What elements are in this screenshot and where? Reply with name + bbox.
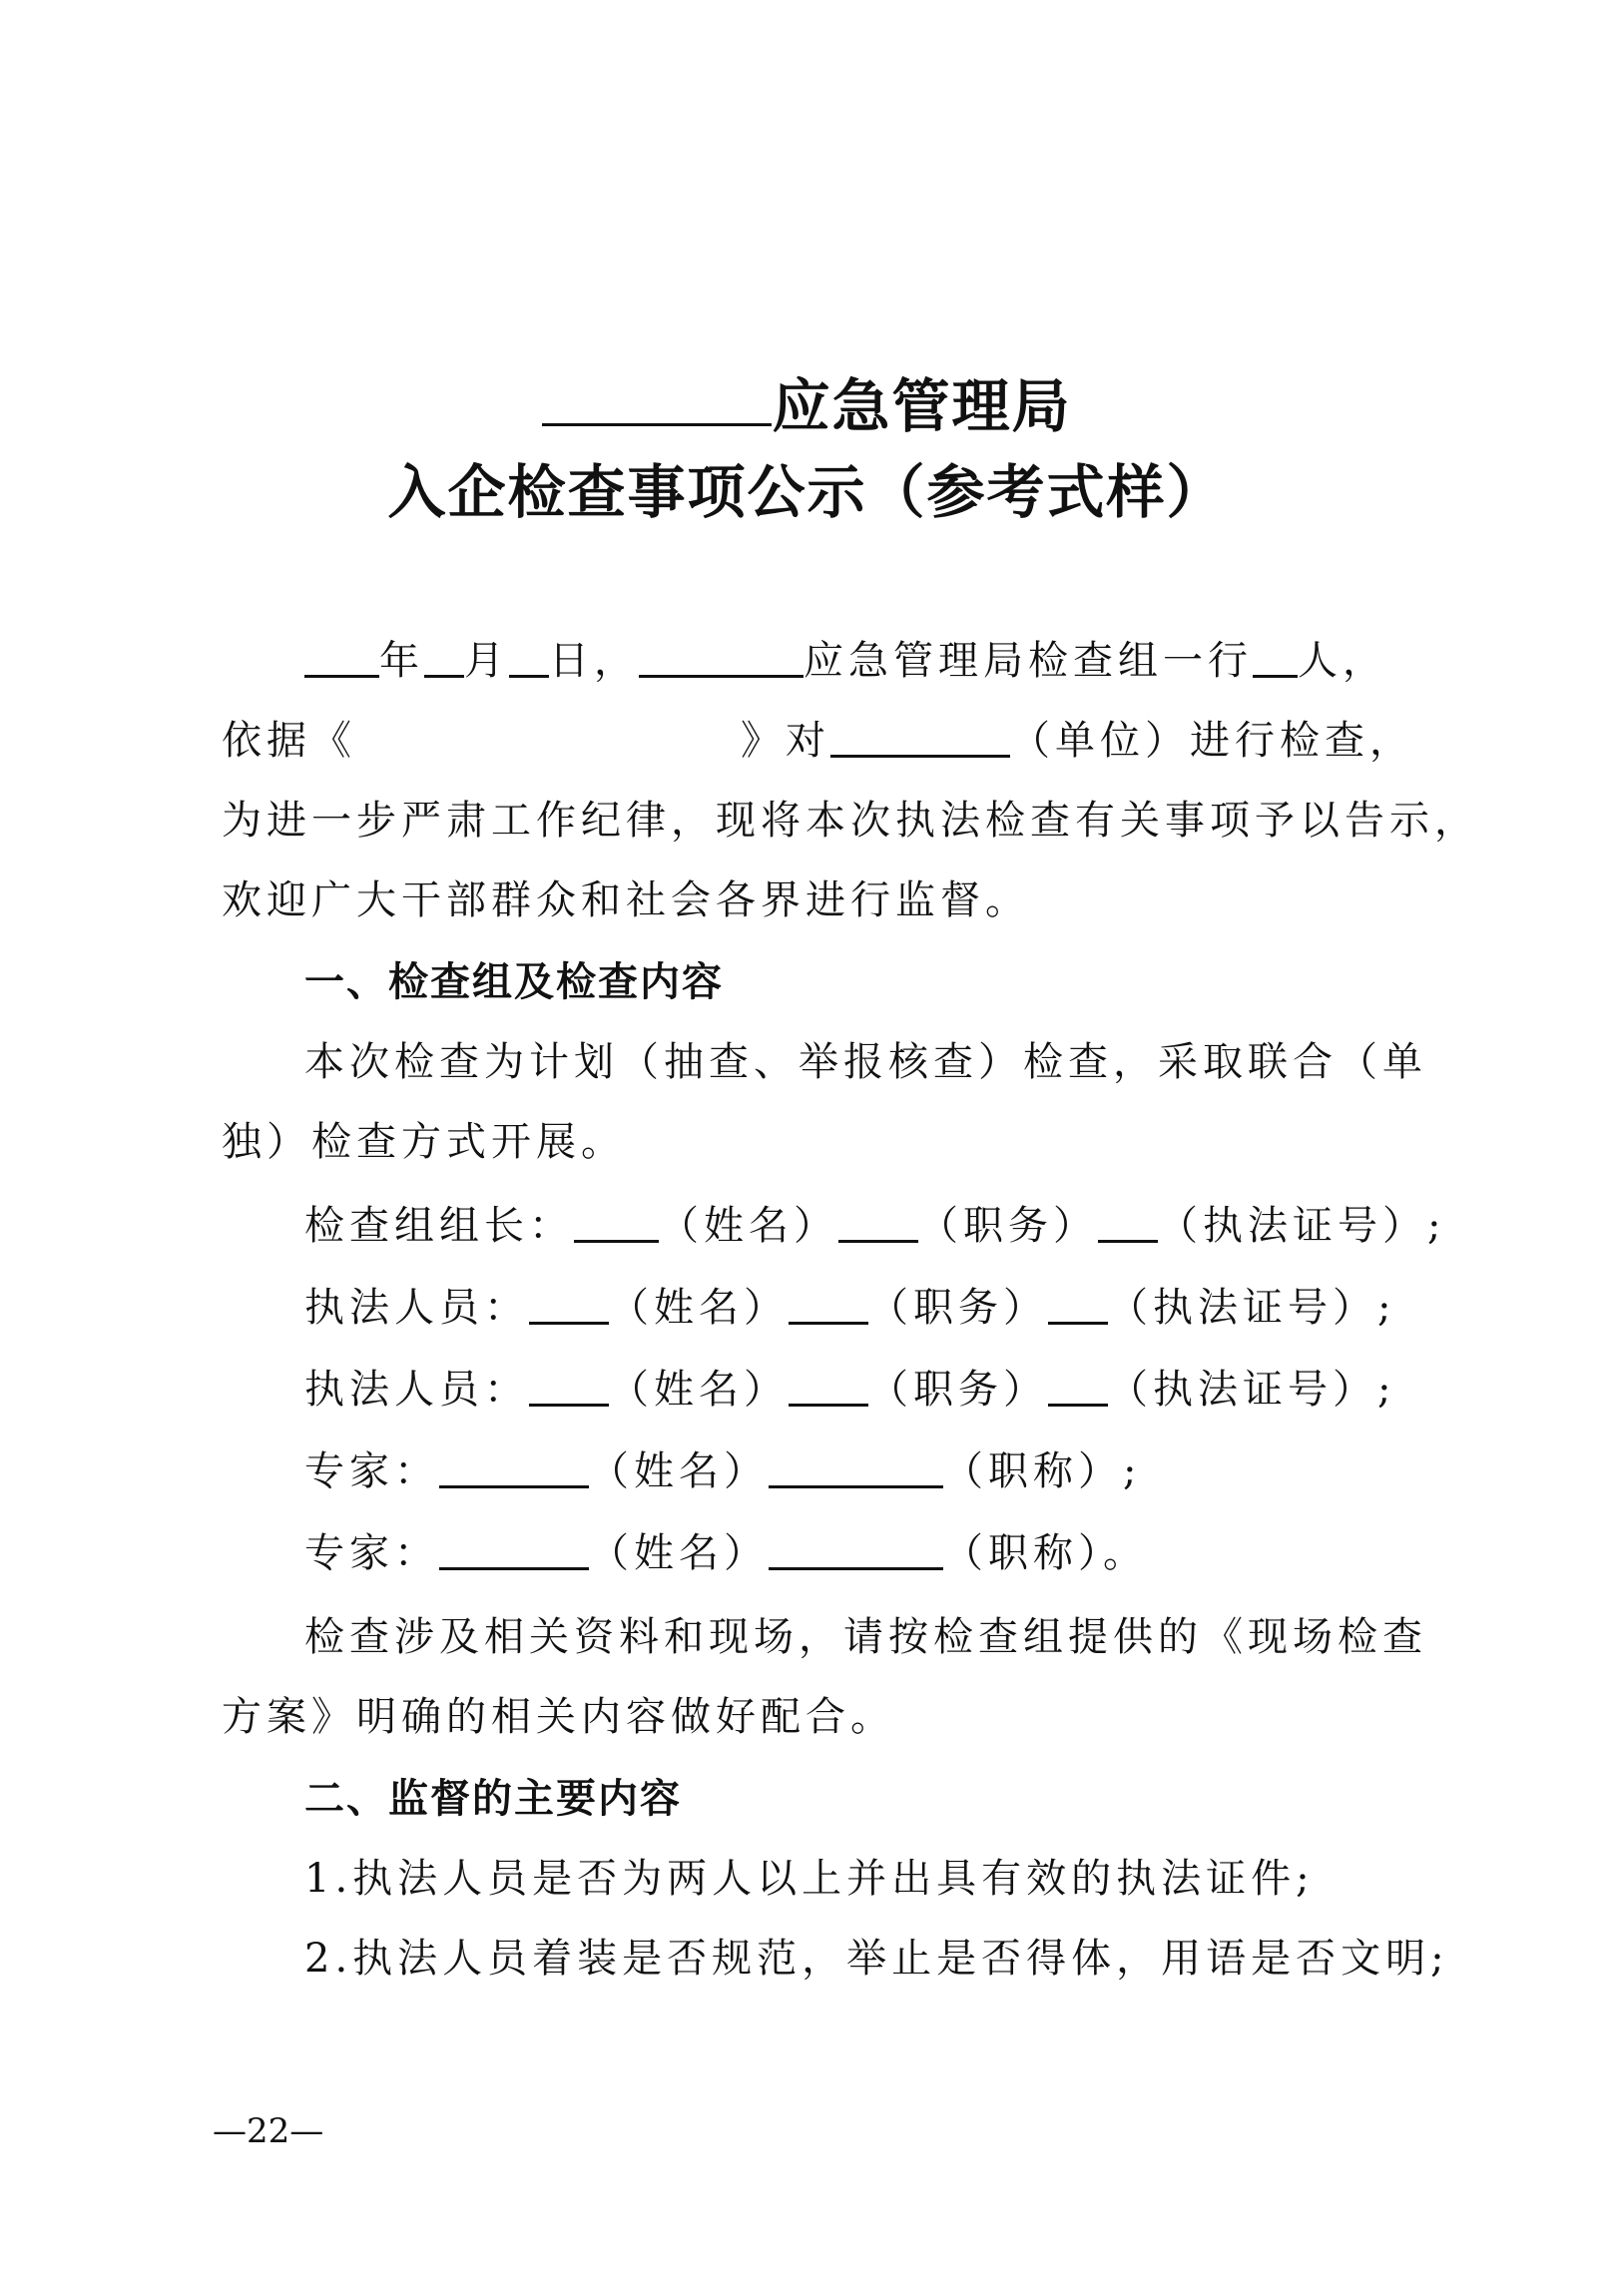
expert-label: 专家： bbox=[304, 1448, 439, 1494]
bureau-blank bbox=[639, 635, 804, 678]
section2-item-1: 1.执法人员是否为两人以上并出具有效的执法证件; bbox=[304, 1856, 1315, 1902]
officer-name-blank bbox=[529, 1364, 609, 1407]
expert-label: 专家： bbox=[304, 1530, 439, 1576]
expert-name-blank bbox=[439, 1445, 589, 1488]
year-label: 年 bbox=[379, 638, 424, 684]
expert-name-paren: （姓名） bbox=[589, 1448, 769, 1494]
intro-line-3: 为进一步严肃工作纪律，现将本次执法检查有关事项予以告示， bbox=[222, 798, 1479, 844]
unit-blank bbox=[830, 715, 1010, 758]
officer-cert-blank bbox=[1048, 1282, 1108, 1325]
section1-heading: 一、检查组及检查内容 bbox=[304, 959, 724, 1005]
year-blank bbox=[304, 635, 379, 678]
officer-cert-blank bbox=[1048, 1364, 1108, 1407]
officer-duty-paren: （职务） bbox=[868, 1285, 1048, 1331]
officer-row-1 bbox=[304, 1282, 1502, 1334]
expert-name-blank bbox=[439, 1527, 589, 1570]
basis-open: 依据《 bbox=[222, 718, 356, 764]
intro-line-4: 欢迎广大干部群众和社会各界进行监督。 bbox=[222, 877, 1030, 923]
leader-row bbox=[304, 1200, 1502, 1252]
section2-heading: 二、监督的主要内容 bbox=[304, 1776, 682, 1822]
people-count-blank bbox=[1253, 635, 1298, 678]
officer-duty-paren: （职务） bbox=[868, 1367, 1048, 1413]
title-line-2: 入企检查事项公示（参考式样） bbox=[387, 458, 1227, 526]
page-number: —22— bbox=[213, 2111, 324, 2151]
officer-name-blank bbox=[529, 1282, 609, 1325]
section1-note-line-1: 检查涉及相关资料和现场，请按检查组提供的《现场检查 bbox=[304, 1614, 1427, 1660]
officer-name-paren: （姓名） bbox=[609, 1285, 789, 1331]
section1-para-line-1: 本次检查为计划（抽查、举报核查）检查，采取联合（单 bbox=[304, 1039, 1427, 1085]
leader-cert-blank bbox=[1098, 1200, 1158, 1243]
bureau-group-text: 应急管理局检查组一行 bbox=[804, 638, 1253, 684]
leader-cert-paren: （执法证号）; bbox=[1158, 1203, 1446, 1249]
officer-row-2 bbox=[304, 1364, 1502, 1416]
officer-duty-blank bbox=[789, 1364, 868, 1407]
month-blank bbox=[424, 635, 464, 678]
expert-row-2 bbox=[304, 1527, 1502, 1579]
day-label: 日， bbox=[549, 638, 639, 684]
leader-duty-blank bbox=[838, 1200, 918, 1243]
officer-name-paren: （姓名） bbox=[609, 1367, 789, 1413]
expert-title-paren: （职称）; bbox=[943, 1448, 1142, 1494]
leader-duty-paren: （职务） bbox=[918, 1203, 1098, 1249]
leader-label: 检查组组长： bbox=[304, 1203, 574, 1249]
section1-note-line-2: 方案》明确的相关内容做好配合。 bbox=[222, 1694, 895, 1740]
officer-label: 执法人员： bbox=[304, 1285, 529, 1331]
expert-row-1 bbox=[304, 1445, 1502, 1497]
expert-title-blank bbox=[769, 1445, 943, 1488]
intro-line-2 bbox=[222, 715, 1419, 767]
title-bureau-text: 应急管理局 bbox=[772, 372, 1072, 441]
section2-item-2: 2.执法人员着装是否规范，举止是否得体，用语是否文明; bbox=[304, 1936, 1449, 1982]
basis-close: 》对 bbox=[741, 718, 830, 764]
expert-title-paren: （职称）。 bbox=[943, 1530, 1148, 1576]
leader-name-paren: （姓名） bbox=[659, 1203, 838, 1249]
people-label: 人， bbox=[1298, 638, 1387, 684]
officer-cert-paren: （执法证号）; bbox=[1108, 1285, 1396, 1331]
officer-duty-blank bbox=[789, 1282, 868, 1325]
month-label: 月 bbox=[464, 638, 509, 684]
leader-name-blank bbox=[574, 1200, 659, 1243]
officer-cert-paren: （执法证号）; bbox=[1108, 1367, 1396, 1413]
section1-para-line-2: 独）检查方式开展。 bbox=[222, 1119, 626, 1165]
officer-label: 执法人员： bbox=[304, 1367, 529, 1413]
expert-name-paren: （姓名） bbox=[589, 1530, 769, 1576]
expert-title-blank bbox=[769, 1527, 943, 1570]
unit-text: （单位）进行检查， bbox=[1010, 718, 1414, 764]
intro-line-1 bbox=[304, 635, 1502, 687]
day-blank bbox=[509, 635, 549, 678]
title-line-1 bbox=[0, 371, 1614, 441]
bureau-name-blank bbox=[542, 371, 772, 426]
